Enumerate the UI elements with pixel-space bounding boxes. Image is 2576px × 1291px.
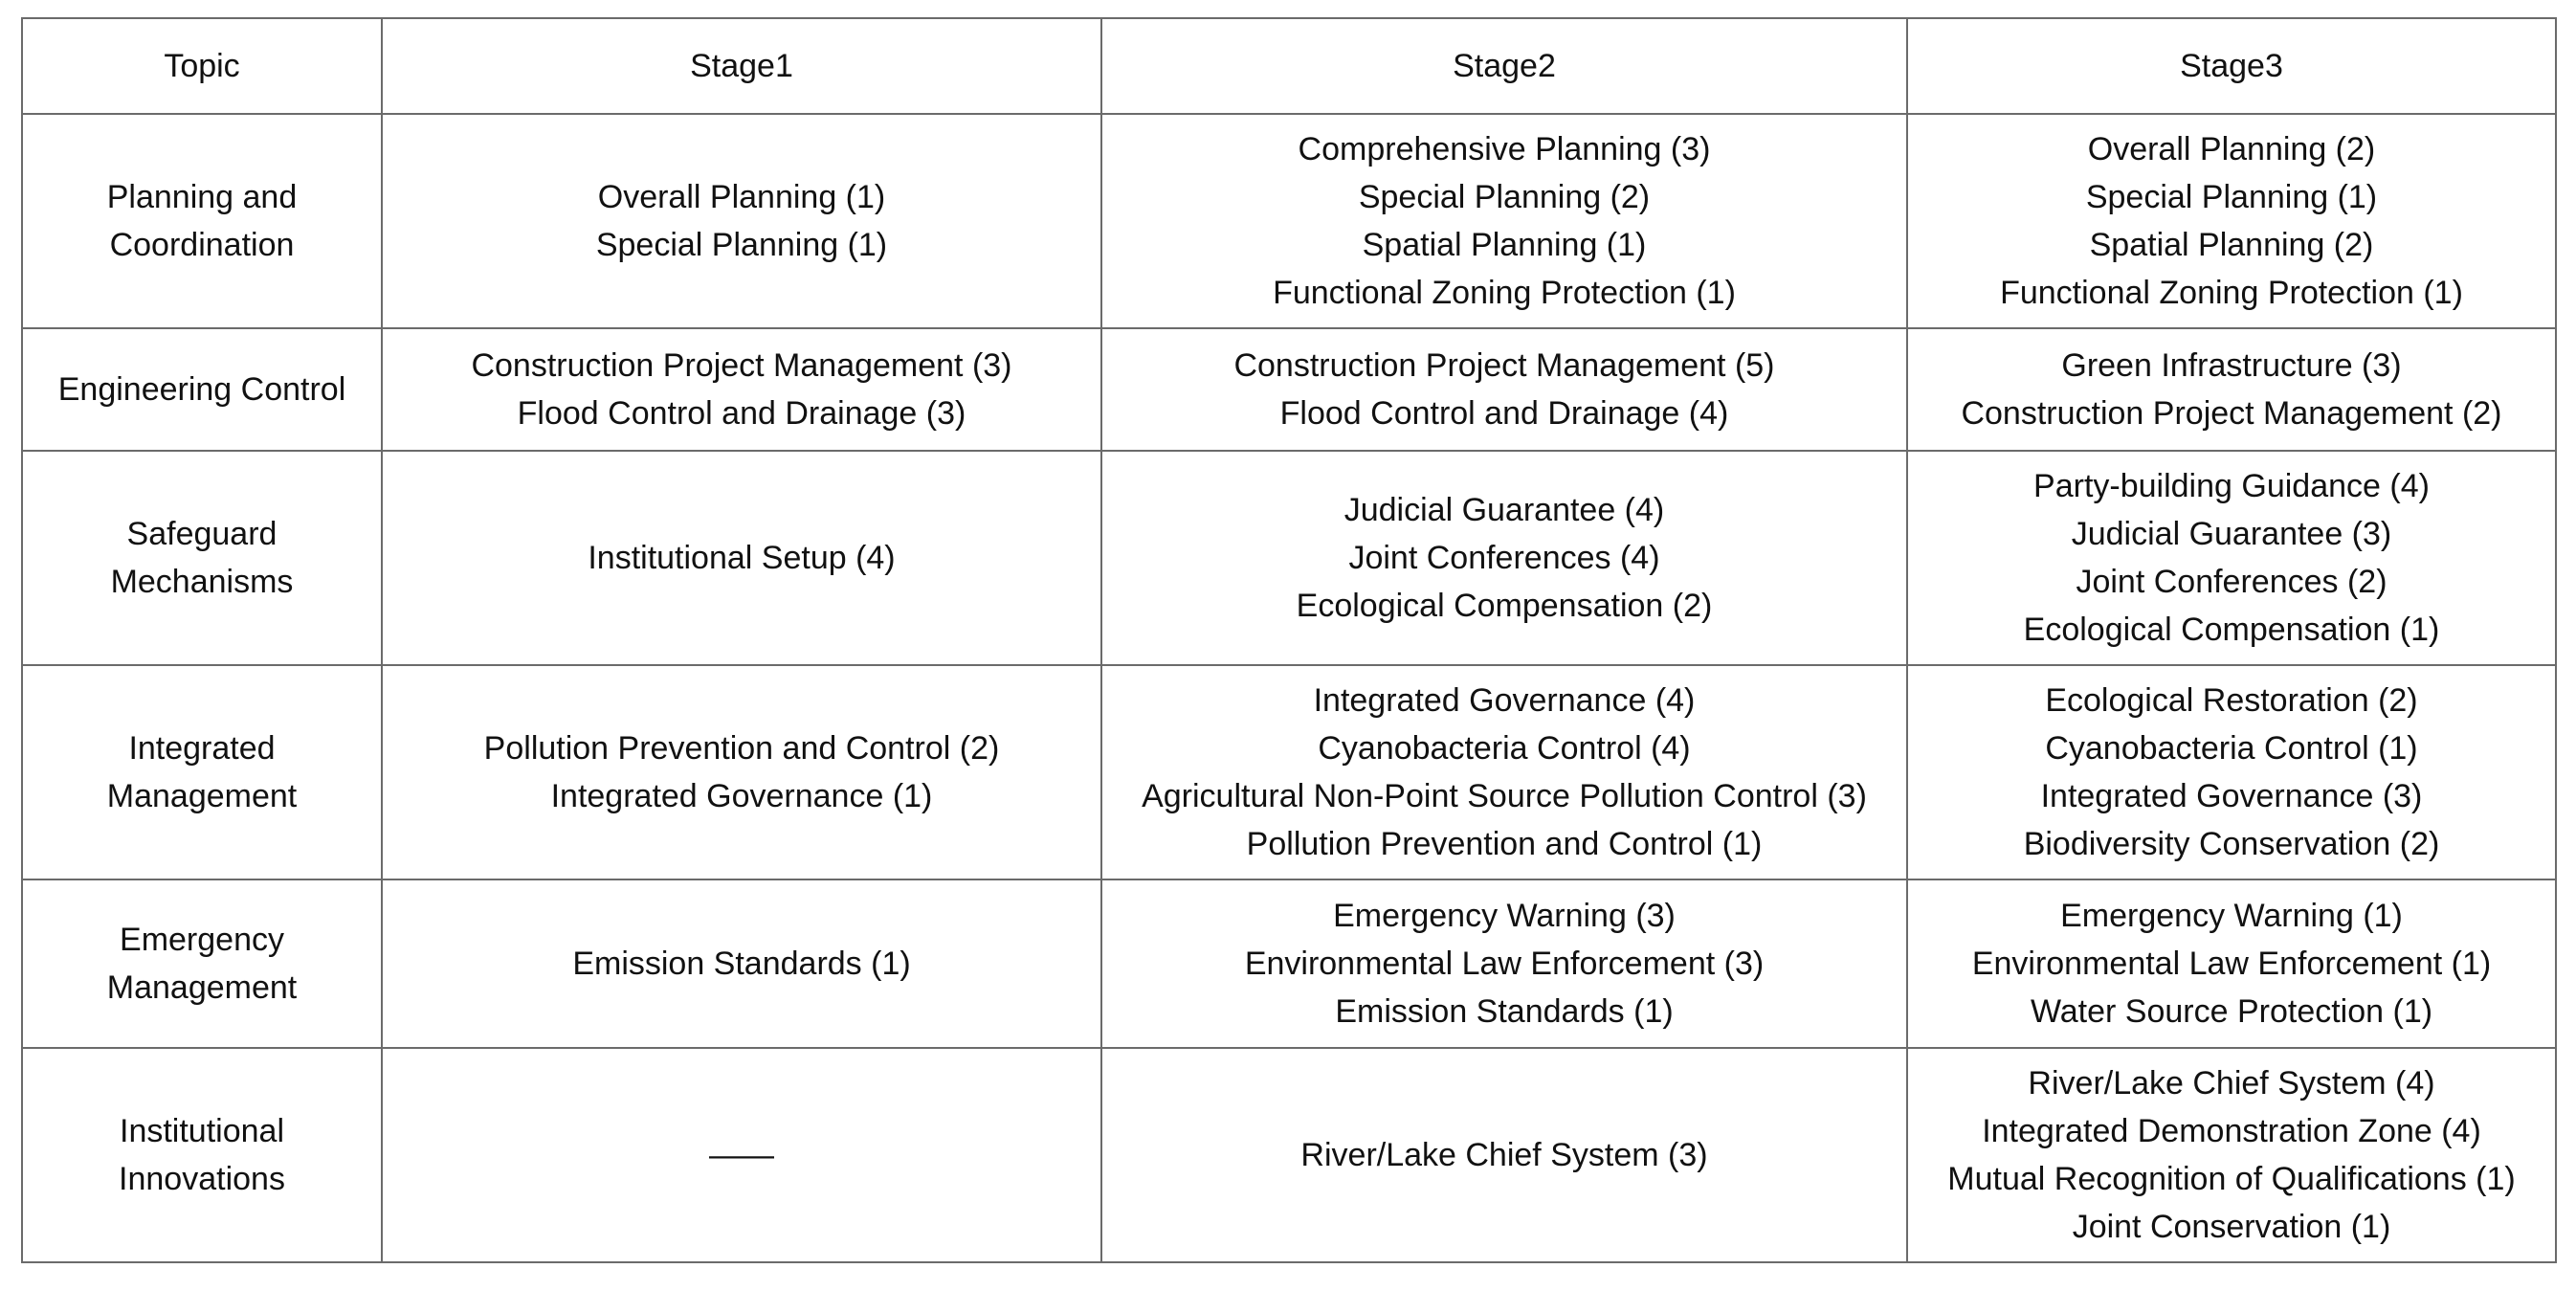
stage-item: Ecological Compensation (1) xyxy=(2023,612,2440,648)
table-row xyxy=(22,451,2556,665)
stage-item: Construction Project Management (3) xyxy=(471,347,1012,384)
topic-stage-table-container xyxy=(21,17,2557,1263)
stage-item: Water Source Protection (1) xyxy=(2030,993,2433,1030)
topic-cell xyxy=(22,451,382,665)
stage-item: Special Planning (2) xyxy=(1358,179,1651,215)
stage-item: Flood Control and Drainage (3) xyxy=(517,395,966,432)
stage-item: Agricultural Non-Point Source Pollution Control (3) xyxy=(1142,778,1867,814)
stage2-cell xyxy=(1101,114,1907,328)
stage-item: Spatial Planning (1) xyxy=(1362,227,1647,263)
stage2-cell xyxy=(1101,1048,1907,1262)
topic-cell xyxy=(22,665,382,879)
stage-item: Overall Planning (1) xyxy=(597,179,886,215)
stage-item: Emission Standards (1) xyxy=(1335,993,1674,1030)
table-row xyxy=(22,665,2556,879)
stage-item: Emission Standards (1) xyxy=(572,946,911,982)
stage-item: Party-building Guidance (4) xyxy=(2033,468,2430,504)
header-stage3: Stage3 xyxy=(1907,18,2556,114)
stage-item: Emergency Warning (1) xyxy=(2060,898,2403,934)
stage2-cell xyxy=(1101,665,1907,879)
stage-item: Joint Conferences (4) xyxy=(1348,540,1660,576)
table-row xyxy=(22,879,2556,1048)
stage3-cell xyxy=(1907,328,2556,451)
stage-item: Ecological Restoration (2) xyxy=(2045,682,2418,719)
topic-line: Innovations xyxy=(119,1161,285,1197)
topic-line: Integrated xyxy=(128,730,276,767)
stage-item: Integrated Demonstration Zone (4) xyxy=(1982,1113,2481,1149)
topic-line: Management xyxy=(106,778,298,814)
stage-item: Comprehensive Planning (3) xyxy=(1298,131,1711,167)
topic-line: Institutional xyxy=(120,1113,284,1149)
topic-line: Mechanisms xyxy=(110,564,294,600)
stage2-cell xyxy=(1101,328,1907,451)
stage-item: Cyanobacteria Control (1) xyxy=(2045,730,2418,767)
stage-item: Mutual Recognition of Qualifications (1) xyxy=(1947,1161,2516,1197)
topic-line: Coordination xyxy=(109,227,295,263)
stage-item: Special Planning (1) xyxy=(2085,179,2378,215)
stage-item: Emergency Warning (3) xyxy=(1333,898,1676,934)
stage-item: Flood Control and Drainage (4) xyxy=(1279,395,1729,432)
stage-item: Construction Project Management (5) xyxy=(1233,347,1775,384)
header-topic: Topic xyxy=(22,18,382,114)
topic-line: Planning and xyxy=(106,179,298,215)
table-row xyxy=(22,1048,2556,1262)
stage-item: River/Lake Chief System (4) xyxy=(2028,1065,2435,1102)
stage1-cell xyxy=(382,114,1101,328)
stage-item: Joint Conferences (2) xyxy=(2076,564,2387,600)
topic-cell xyxy=(22,328,382,451)
stage-item: Special Planning (1) xyxy=(595,227,888,263)
stage3-cell xyxy=(1907,114,2556,328)
topic-line: Emergency xyxy=(120,922,284,958)
stage1-cell xyxy=(382,1048,1101,1262)
stage-item: Overall Planning (2) xyxy=(2087,131,2376,167)
stage-item: Joint Conservation (1) xyxy=(2072,1209,2391,1245)
stage3-cell xyxy=(1907,879,2556,1048)
stage-item: Pollution Prevention and Control (1) xyxy=(1246,826,1763,862)
header-stage2: Stage2 xyxy=(1101,18,1907,114)
header-stage1: Stage1 xyxy=(382,18,1101,114)
stage-item: Biodiversity Conservation (2) xyxy=(2023,826,2440,862)
stage2-cell xyxy=(1101,879,1907,1048)
stage1-cell xyxy=(382,879,1101,1048)
stage-item: Ecological Compensation (2) xyxy=(1296,588,1713,624)
table-row xyxy=(22,328,2556,451)
stage-item: Integrated Governance (3) xyxy=(2040,778,2423,814)
stage-item: Spatial Planning (2) xyxy=(2089,227,2374,263)
stage-item: Cyanobacteria Control (4) xyxy=(1318,730,1691,767)
stage1-cell xyxy=(382,665,1101,879)
stage-item: Environmental Law Enforcement (1) xyxy=(1971,946,2492,982)
stage-item: Integrated Governance (4) xyxy=(1313,682,1696,719)
topic-stage-table xyxy=(21,17,2557,1263)
topic-line: Engineering Control xyxy=(57,371,346,408)
topic-line: Safeguard xyxy=(126,516,278,552)
stage3-cell xyxy=(1907,1048,2556,1262)
stage3-cell xyxy=(1907,451,2556,665)
stage-item: Functional Zoning Protection (1) xyxy=(2000,275,2463,311)
stage-item: Functional Zoning Protection (1) xyxy=(1273,275,1736,311)
stage-item: River/Lake Chief System (3) xyxy=(1300,1137,1708,1173)
topic-cell xyxy=(22,114,382,328)
stage-item: Environmental Law Enforcement (3) xyxy=(1244,946,1765,982)
header-row xyxy=(22,18,2556,114)
topic-line: Management xyxy=(106,969,298,1006)
stage-item: Construction Project Management (2) xyxy=(1961,395,2502,432)
stage-item: Institutional Setup (4) xyxy=(588,540,896,576)
stage1-cell xyxy=(382,328,1101,451)
stage-item: Judicial Guarantee (4) xyxy=(1344,492,1665,528)
table-row xyxy=(22,114,2556,328)
stage-item: Pollution Prevention and Control (2) xyxy=(483,730,1000,767)
topic-cell xyxy=(22,1048,382,1262)
stage-item: Judicial Guarantee (3) xyxy=(2071,516,2392,552)
empty-dash: —— xyxy=(709,1137,774,1173)
stage-item: Integrated Governance (1) xyxy=(550,778,933,814)
stage-item: Green Infrastructure (3) xyxy=(2061,347,2402,384)
stage2-cell xyxy=(1101,451,1907,665)
stage3-cell xyxy=(1907,665,2556,879)
topic-cell xyxy=(22,879,382,1048)
stage1-cell xyxy=(382,451,1101,665)
